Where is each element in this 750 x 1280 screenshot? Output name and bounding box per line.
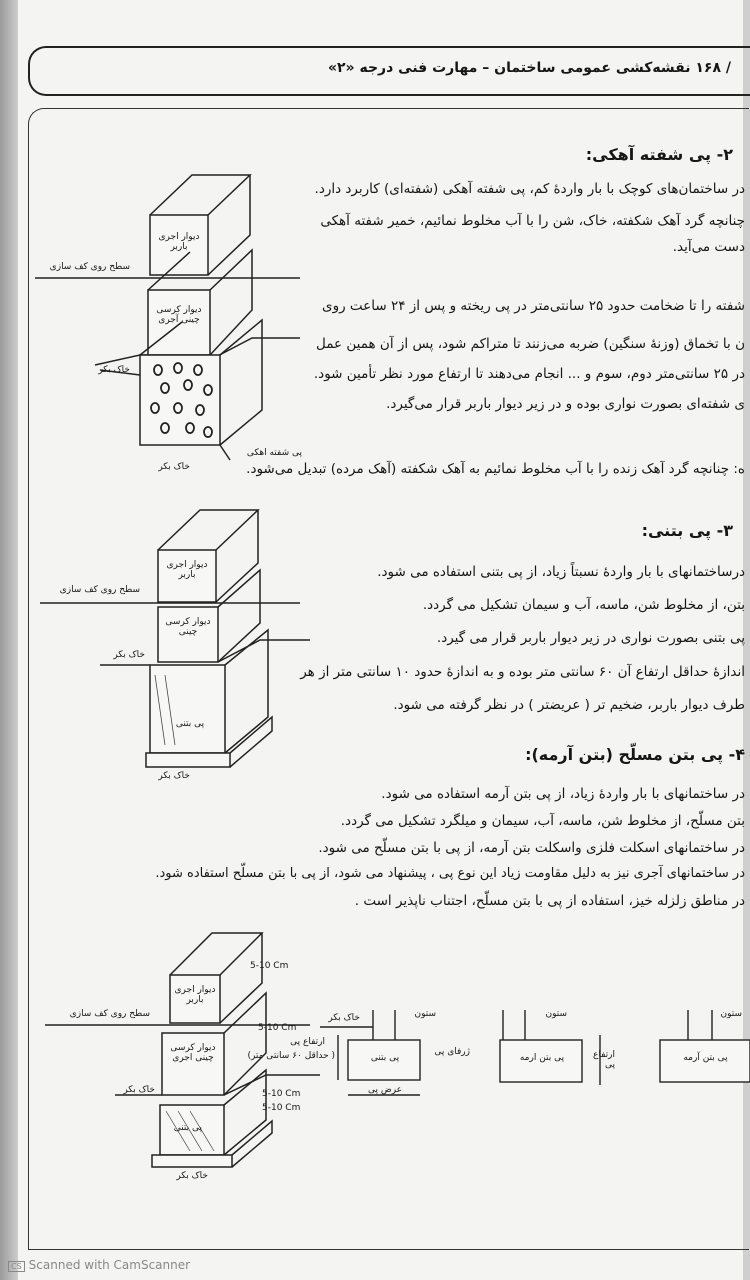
fig6-found-label: پی بتن آرمه (683, 1053, 728, 1063)
section2-line: دست می‌آید. (672, 239, 745, 255)
section4-line: در مناطق زلزله خیز، استفاده از پی با بتن مسلّح، اجتناب ناپذیر است . (354, 893, 745, 909)
fig4-width-label: عرض پی (367, 1085, 403, 1095)
fig2-ground-label: سطح روی کف سازی (59, 585, 140, 595)
concrete-foundation-diagram (0, 505, 320, 795)
fig1-soil2-label: خاک بکر (158, 462, 190, 472)
section2-line: شفته را تا ضخامت حدود ۲۵ سانتی‌متر در پی ریخته و پس از ۲۴ ساعت روی (322, 298, 745, 314)
fig1-found-label: پی شفته اهکی (246, 448, 302, 458)
fig4-depth-label: ژرفای پی (434, 1047, 470, 1057)
section3-line: درساختمانهای با بار واردهٔ نسبتاً زیاد، از پی بتنی استفاده می شود. (377, 564, 745, 580)
fig2-found-label: پی بتنی (175, 719, 205, 729)
fig4-soil-label: خاک بکر (328, 1013, 360, 1023)
section3-line: بتن، از مخلوط شن، ماسه، آب و سیمان تشکیل می گردد. (422, 597, 745, 613)
column-foundation-section (320, 1005, 470, 1115)
reinforced-wall-foundation-diagram (0, 925, 335, 1190)
scanner-watermark-text: Scanned with CamScanner (28, 1258, 191, 1272)
fig3-dim-label: 5-10 Cm (250, 961, 289, 971)
section3-line: پی بتنی بصورت نواری در زیر دیوار باربر قرار می گیرد. (436, 630, 745, 646)
fig2-soil2-label: خاک بکر (158, 771, 190, 781)
fig2-wall-label: دیوار اجری باربر (166, 560, 208, 580)
fig2-plinth-label: دیوار کرسی چینی (165, 617, 211, 637)
section4-line: در ساختمانهای اسکلت فلزی واسکلت بتن آرمه، از پی با بتن مسلّح می شود. (318, 840, 745, 856)
column-reinforced-footing-b (650, 1005, 743, 1115)
column-reinforced-footing-a (495, 1005, 615, 1115)
page-header-title: / ۱۶۸ نقشه‌کشی عمومی ساختمان – مهارت فنی درجه «۲» (327, 60, 731, 76)
section2-line: ن با تخماق (وزنهٔ سنگین) ضربه می‌زنند تا متراکم شود، پس از آن همین عمل (315, 336, 745, 352)
section2-line: در ۲۵ سانتی‌متر دوم، سوم و ... انجام می‌دهند تا ارتفاع مورد نظر تأمین شود. (313, 366, 745, 382)
section2-heading: ۲- پی شفته آهکی: (585, 145, 733, 164)
section2-line: در ساختمان‌های کوچک با بار واردهٔ کم، پی شفته آهکی (شفته‌ای) کاربرد دارد. (314, 181, 745, 197)
section4-heading: ۴- پی بتن مسلّح (بتن آرمه): (525, 745, 745, 764)
section2-line: ی شفته‌ای بصورت نواری بوده و در زیر دیوار باربر قرار می‌گیرد. (386, 396, 745, 412)
fig6-column-label: ستون (720, 1009, 742, 1019)
fig3-wall-label: دیوار اجری باربر (174, 985, 216, 1005)
section3-line: طرف دیوار باربر، ضخیم تر ( عریضتر ) در نظر گرفته می شود. (393, 697, 745, 713)
fig4-found-label: پی بتنی (370, 1053, 400, 1063)
camscanner-logo: CS (8, 1261, 25, 1272)
fig4-column-label: ستون (414, 1009, 436, 1019)
section4-line: بتن مسلّح، از مخلوط شن، ماسه، آب، سیمان و میلگرد تشکیل می گردد. (340, 813, 745, 829)
fig2-soil-label: خاک بکر (113, 650, 145, 660)
fig3-minheight-label: ( حداقل ۶۰ سانتی متر) (247, 1051, 335, 1061)
section2-note: ه: چنانچه گرد آهک زنده را با آب مخلوط نمائیم به آهک شکفته (آهک مرده) تبدیل می‌شود. (246, 461, 745, 477)
fig3-dim-label: 5-10 Cm (262, 1103, 301, 1113)
section3-line: اندازهٔ حداقل ارتفاع آن ۶۰ سانتی متر بوده و به اندازهٔ حدود ۱۰ سانتی متر از هر (300, 664, 745, 680)
fig1-soil-label: خاک بکر (98, 365, 130, 375)
section2-line: چنانچه گرد آهک شکفته، خاک، شن را با آب مخلوط نمائیم، خمیر شفته آهکی (320, 213, 745, 229)
fig1-wall-label: دیوار اجری باربر (158, 232, 200, 252)
scanner-watermark (8, 1258, 190, 1272)
fig1-ground-label: سطح روی کف سازی (49, 262, 130, 272)
fig3-plinth-label: دیوار کرسی چینی اجری (170, 1043, 216, 1063)
fig3-soil-label: خاک بکر (123, 1085, 155, 1095)
section3-heading: ۳- پی بتنی: (641, 521, 733, 540)
fig3-soil2-label: خاک بکر (176, 1171, 208, 1181)
lime-foundation-diagram (0, 170, 310, 500)
fig3-height-label: ارتفاع پی (290, 1037, 325, 1047)
fig3-dim-label: 5-10 Cm (262, 1089, 301, 1099)
fig5-column-label: ستون (545, 1009, 567, 1019)
section4-line: در ساختمانهای با بار واردهٔ زیاد، از پی بتن آرمه استفاده می شود. (381, 786, 745, 802)
section4-line: در ساختمانهای آجری نیز به دلیل مقاومت زیاد این نوع پی ، پیشنهاد می شود، از پی با بتن مسلّح استفاده شود. (155, 866, 745, 881)
fig3-dim-label: 5-10 Cm (258, 1023, 297, 1033)
fig1-plinth-label: دیوار کرسی چینی آجری (156, 305, 202, 325)
fig5-height-label: ارتفاع پی (592, 1050, 615, 1070)
fig3-ground-label: سطح روی کف سازی (69, 1009, 150, 1019)
fig3-found-label: پی بتنی (173, 1123, 202, 1133)
fig5-found-label: پی بتن ارمه (519, 1053, 565, 1063)
